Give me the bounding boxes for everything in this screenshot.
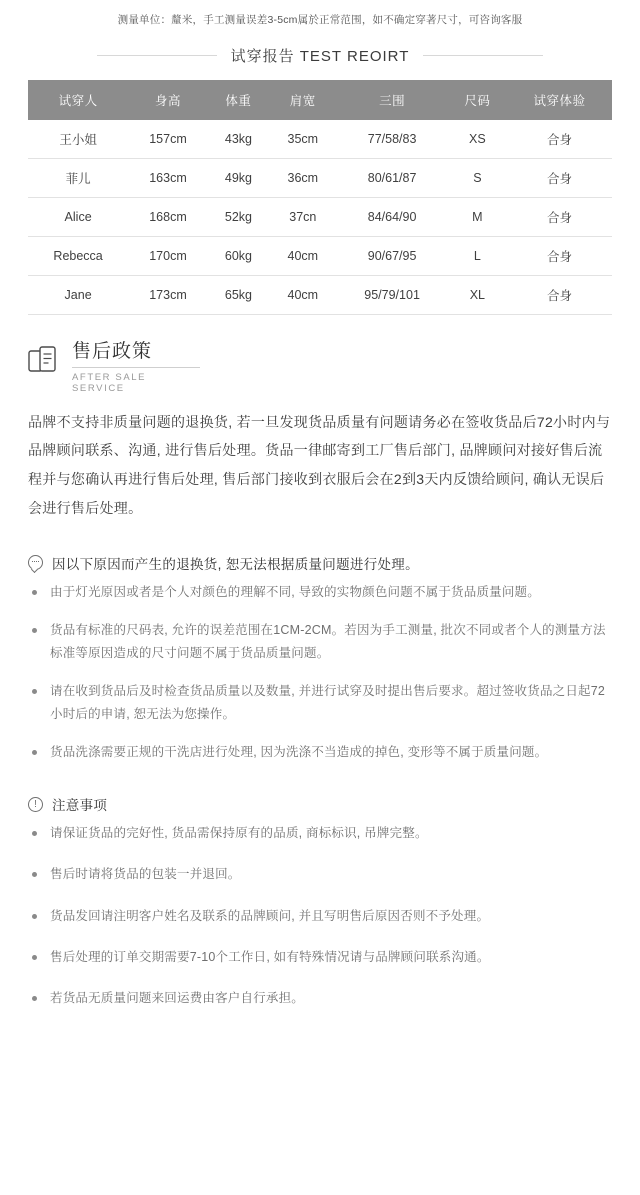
title-rule-right xyxy=(423,55,543,56)
reasons-heading-row xyxy=(28,553,612,573)
cell-shoulder: 37cn xyxy=(269,198,336,237)
list-item: 若货品无质量问题来回运费由客户自行承担。 xyxy=(28,987,612,1010)
cell-model: Rebecca xyxy=(28,237,128,276)
col-header-height: 身高 xyxy=(128,80,208,120)
cell-model: Alice xyxy=(28,198,128,237)
col-header-size: 尺码 xyxy=(448,80,507,120)
cell-measurements: 95/79/101 xyxy=(337,276,448,315)
measurement-note: 测量单位：釐米，手工测量误差3-5cm属於正常范围，如不确定穿著尺寸，可咨询客服 xyxy=(117,14,523,26)
col-header-shoulder: 肩宽 xyxy=(269,80,336,120)
cell-size: S xyxy=(448,159,507,198)
notice-heading-row xyxy=(28,794,612,814)
after-sale-heading xyxy=(28,341,612,394)
list-item: 请保证货品的完好性, 货品需保持原有的品质, 商标标识, 吊牌完整。 xyxy=(28,822,612,845)
after-sale-title-cn: 售后政策 xyxy=(72,341,153,362)
size-table xyxy=(28,80,612,315)
cell-size: L xyxy=(448,237,507,276)
cell-size: M xyxy=(448,198,507,237)
cell-experience: 合身 xyxy=(507,237,612,276)
policy-paragraph: 品牌不支持非质量问题的退换货, 若一旦发现货品质量有问题请务必在签收货品后72小时内与品牌顾问联系、沟通, 进行售后处理。货品一律邮寄到工厂售后部门, 品牌顾问对接好售后流程并与您确认再进行售后处理, 售后部门接收到衣服后会在2到3天内反馈给顾问, 确认无误后会进行售后处理。 xyxy=(28,413,611,516)
cell-model: 王小姐 xyxy=(28,120,128,159)
document-icon xyxy=(28,345,60,379)
reasons-list xyxy=(28,581,612,765)
cell-size: XS xyxy=(448,120,507,159)
cell-experience: 合身 xyxy=(507,159,612,198)
list-item: 货品有标准的尺码表, 允许的误差范围在1CM-2CM。若因为手工测量, 批次不同或者个人的测量方法标准等原因造成的尺寸问题不属于货品质量问题。 xyxy=(28,619,612,665)
cell-model: Jane xyxy=(28,276,128,315)
table-row xyxy=(28,198,612,237)
cell-weight: 43kg xyxy=(208,120,269,159)
cell-height: 173cm xyxy=(128,276,208,315)
cell-measurements: 77/58/83 xyxy=(337,120,448,159)
table-row xyxy=(28,159,612,198)
notice-heading: 注意事项 xyxy=(52,798,108,814)
notice-list xyxy=(28,822,612,1010)
cell-shoulder: 35cm xyxy=(269,120,336,159)
cell-experience: 合身 xyxy=(507,276,612,315)
bottom-spacer xyxy=(28,1028,612,1068)
list-item: 货品洗涤需要正规的干洗店进行处理, 因为洗涤不当造成的掉色, 变形等不属于质量问题。 xyxy=(28,741,612,764)
col-header-experience: 试穿体验 xyxy=(507,80,612,120)
test-report-title: 试穿报告 TEST REOIRT xyxy=(230,48,410,65)
speech-bubble-icon xyxy=(28,555,43,570)
test-report-section xyxy=(0,33,640,315)
notice-block xyxy=(28,794,612,1010)
cell-shoulder: 40cm xyxy=(269,276,336,315)
list-item: 售后处理的订单交期需要7-10个工作日, 如有特殊情况请与品牌顾问联系沟通。 xyxy=(28,946,612,969)
cell-measurements: 80/61/87 xyxy=(337,159,448,198)
after-sale-title-en: AFTER SALE SERVICE xyxy=(72,367,200,394)
col-header-measurements: 三围 xyxy=(337,80,448,120)
size-table-header-row xyxy=(28,80,612,120)
cell-experience: 合身 xyxy=(507,120,612,159)
table-row xyxy=(28,237,612,276)
cell-experience: 合身 xyxy=(507,198,612,237)
cell-measurements: 84/64/90 xyxy=(337,198,448,237)
col-header-weight: 体重 xyxy=(208,80,269,120)
cell-weight: 52kg xyxy=(208,198,269,237)
cell-shoulder: 36cm xyxy=(269,159,336,198)
cell-model: 菲儿 xyxy=(28,159,128,198)
size-table-body xyxy=(28,120,612,315)
test-report-title-row xyxy=(28,45,612,66)
cell-height: 163cm xyxy=(128,159,208,198)
list-item: 由于灯光原因或者是个人对颜色的理解不同, 导致的实物颜色问题不属于货品质量问题。 xyxy=(28,581,612,604)
cell-weight: 60kg xyxy=(208,237,269,276)
reasons-heading: 因以下原因而产生的退换货, 恕无法根据质量问题进行处理。 xyxy=(52,556,419,572)
cell-weight: 49kg xyxy=(208,159,269,198)
list-item: 请在收到货品后及时检查货品质量以及数量, 并进行试穿及时提出售后要求。超过签收货品之日起72小时后的申请, 恕无法为您操作。 xyxy=(28,680,612,726)
cell-size: XL xyxy=(448,276,507,315)
col-header-model: 试穿人 xyxy=(28,80,128,120)
list-item: 售后时请将货品的包装一并退回。 xyxy=(28,863,612,886)
list-item: 货品发回请注明客户姓名及联系的品牌顾问, 并且写明售后原因否则不予处理。 xyxy=(28,905,612,928)
after-sale-titles xyxy=(72,341,200,394)
table-row xyxy=(28,276,612,315)
after-sale-section xyxy=(0,315,640,1068)
cell-height: 170cm xyxy=(128,237,208,276)
table-row xyxy=(28,120,612,159)
cell-height: 168cm xyxy=(128,198,208,237)
size-table-head xyxy=(28,80,612,120)
cell-height: 157cm xyxy=(128,120,208,159)
cell-weight: 65kg xyxy=(208,276,269,315)
cell-measurements: 90/67/95 xyxy=(337,237,448,276)
title-rule-left xyxy=(97,55,217,56)
cell-shoulder: 40cm xyxy=(269,237,336,276)
exclamation-circle-icon xyxy=(28,797,43,812)
